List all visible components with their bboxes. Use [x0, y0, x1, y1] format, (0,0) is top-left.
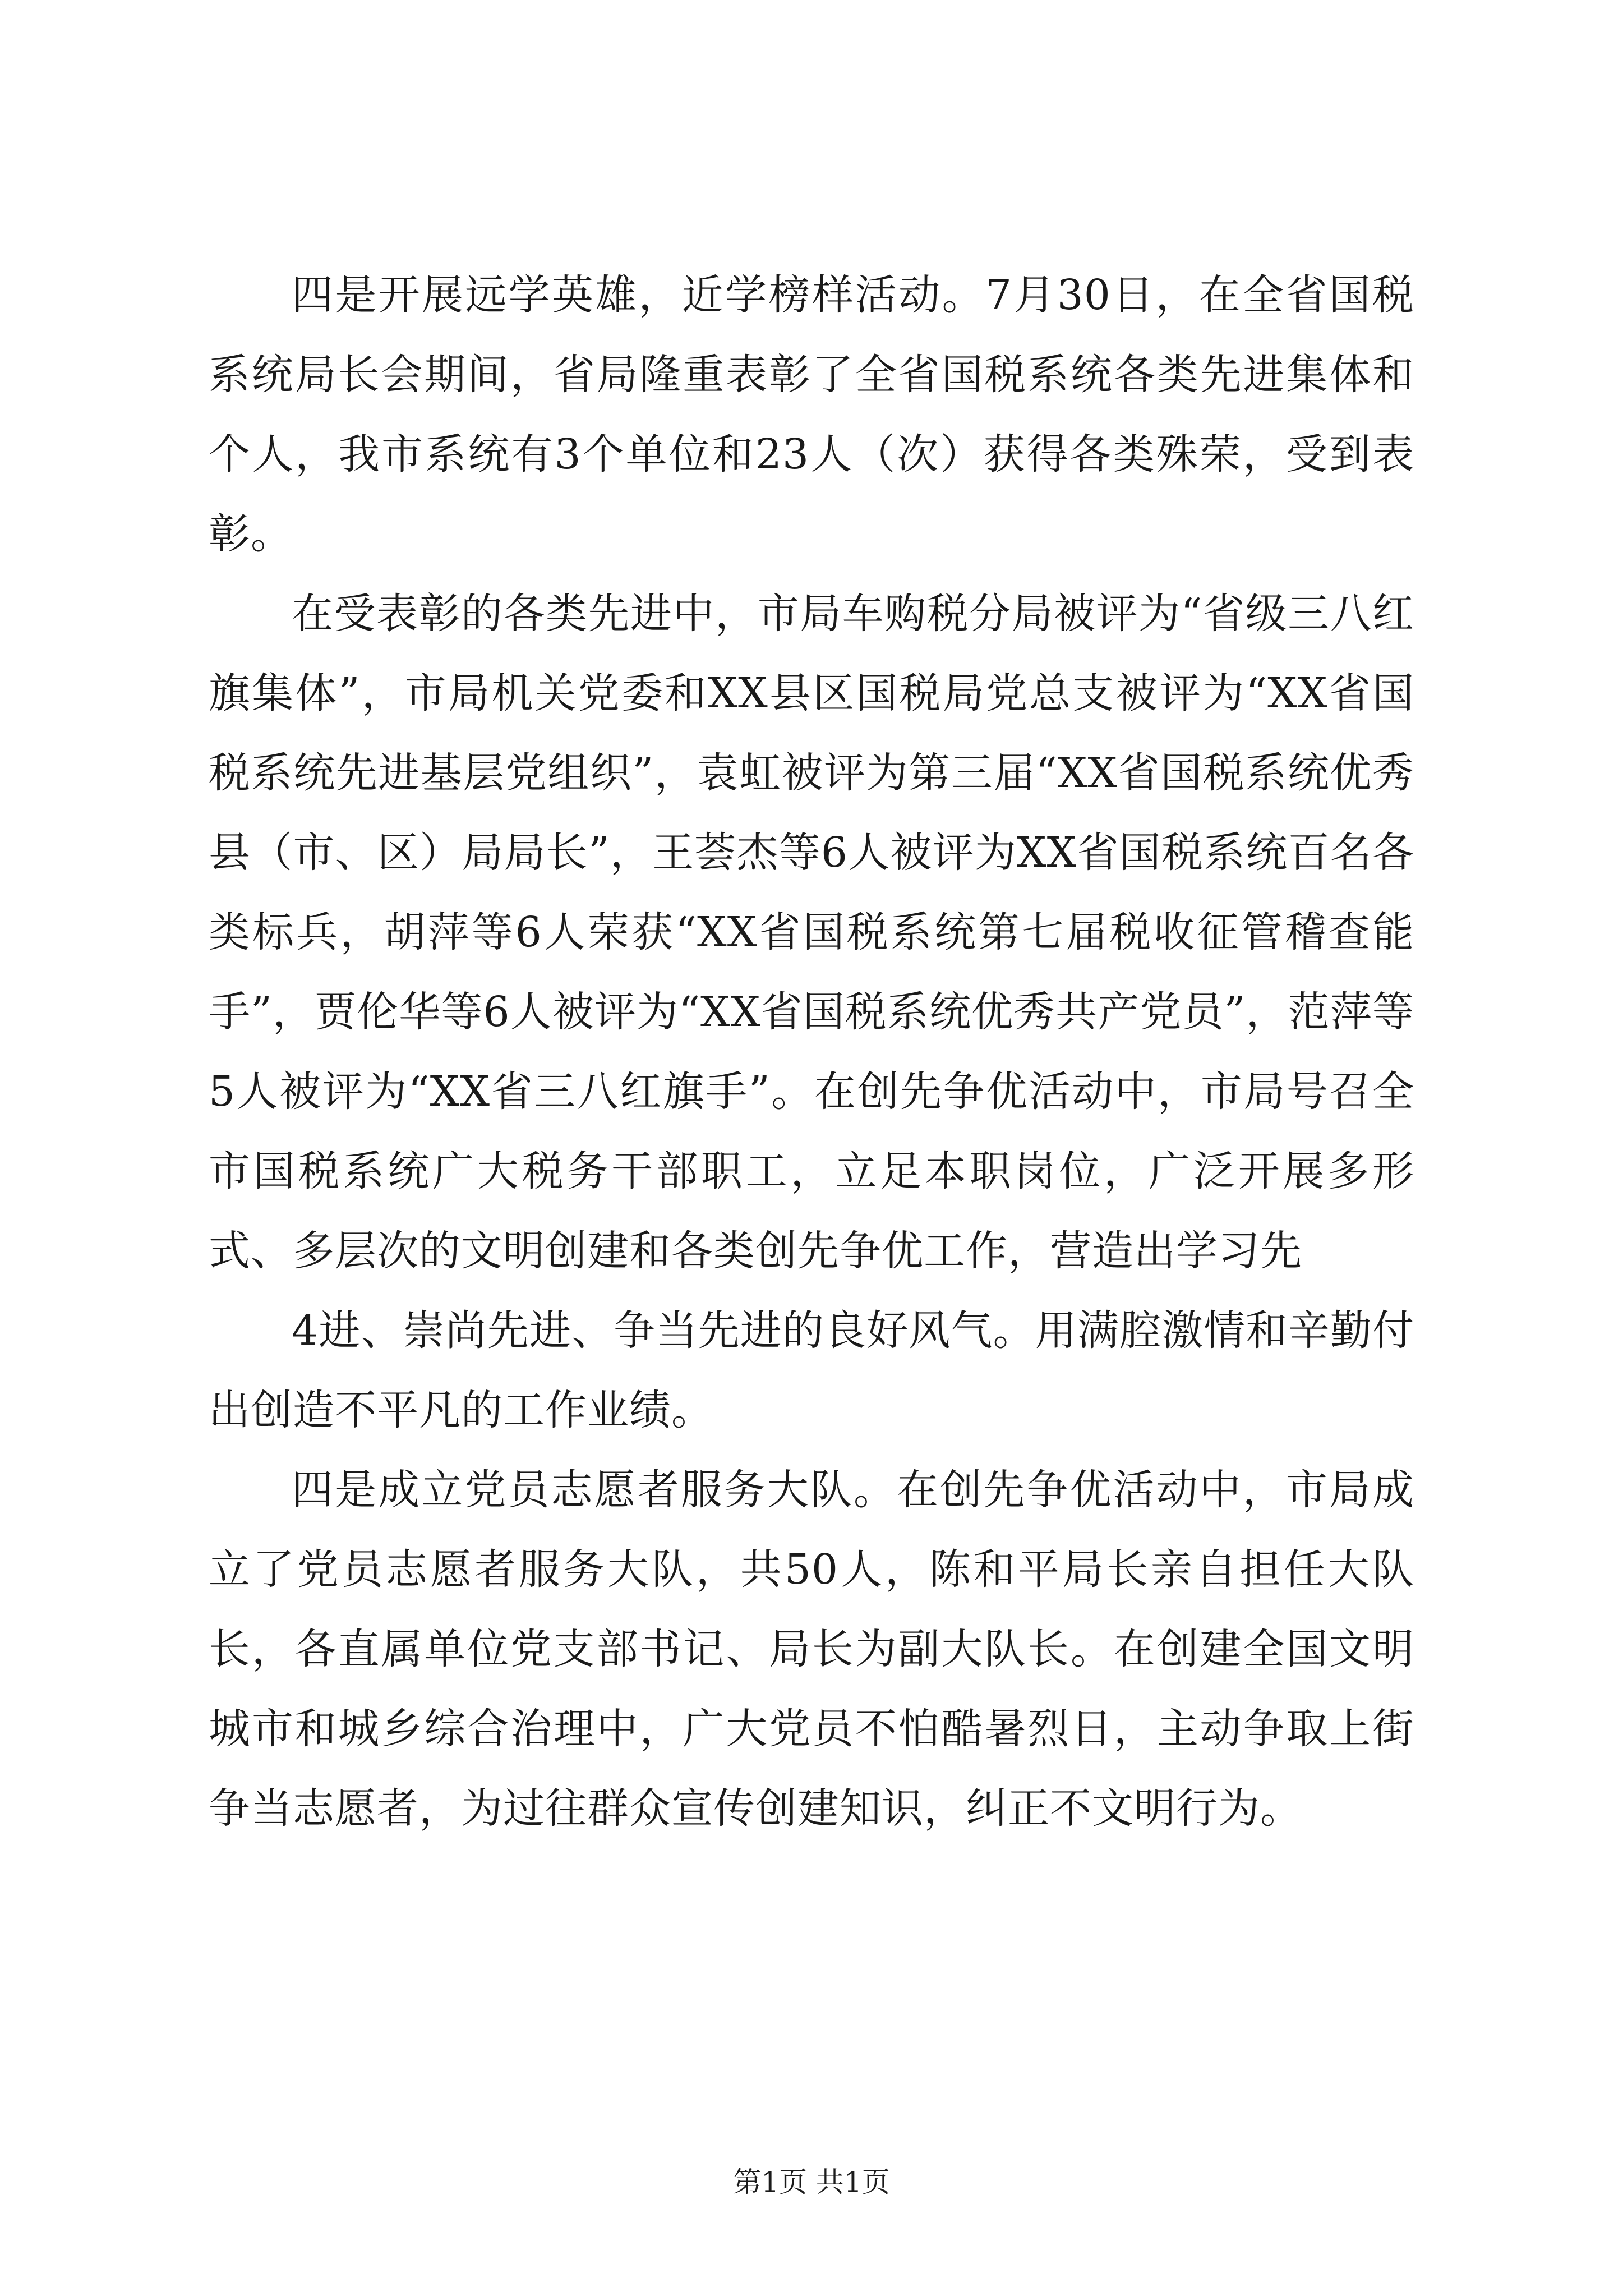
- paragraph-4: 四是成立党员志愿者服务大队。在创先争优活动中，市局成立了党员志愿者服务大队，共50人，陈和平局长亲自担任大队长，各直属单位党支部书记、局长为副大队长。在创建全国文明城市和城乡综合治理中，广大党员不怕酷暑烈日，主动争取上街争当志愿者，为过往群众宣传创建知识，纠正不文明行为。: [209, 1466, 1414, 1833]
- page-footer: 第1页 共1页: [733, 2166, 890, 2198]
- document-body: [209, 255, 1414, 1848]
- paragraph-3: 4进、崇尚先进、争当先进的良好风气。用满腔激情和辛勤付出创造不平凡的工作业绩。: [209, 1306, 1414, 1434]
- paragraph-2: 在受表彰的各类先进中，市局车购税分局被评为“省级三八红旗集体”，市局机关党委和XX县区国税局党总支被评为“XX省国税系统先进基层党组织”，袁虹被评为第三届“XX省国税系统优秀县（市、区）局局长”，王荟杰等6人被评为XX省国税系统百名各类标兵，胡萍等6人荣获“XX省国税系统第七届税收征管稽查能手”，贾伦华等6人被评为“XX省国税系统优秀共产党员”，范萍等5人被评为“XX省三八红旗手”。在创先争优活动中，市局号召全市国税系统广大税务干部职工，立足本职岗位，广泛开展多形式、多层次的文明创建和各类创先争优工作，营造出学习先: [209, 590, 1414, 1275]
- paragraph-1: 四是开展远学英雄，近学榜样活动。7月30日，在全省国税系统局长会期间，省局隆重表彰了全省国税系统各类先进集体和个人，我市系统有3个单位和23人（次）获得各类殊荣，受到表彰。: [209, 271, 1414, 558]
